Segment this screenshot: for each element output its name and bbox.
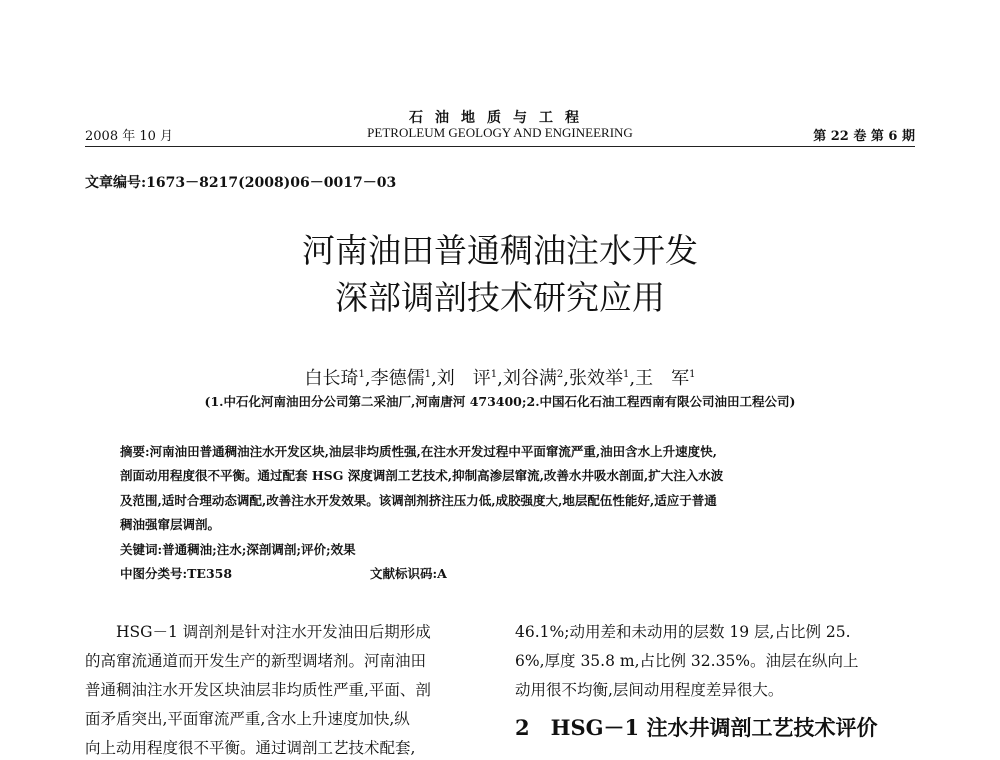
author-affil-mark: 1 [689,369,696,380]
body-line: 普通稠油注水开发区块油层非均质性严重,平面、剖 [85,681,431,699]
affiliations: (1.中石化河南油田分公司第二采油厂,河南唐河 473400;2.中国石化石油工程西南有限公司油田工程公司) [204,394,796,409]
author: 刘谷满 [502,368,557,389]
body-line: 46.1%;动用差和未动用的层数 19 层,占比例 25. [515,623,851,641]
abstract-line: 稠油强窜层调剖。 [120,517,221,532]
abstract-line: 剖面动用程度很不平衡。通过配套 HSG 深度调剖工艺技术,抑制高渗层窜流,改善水井吸水剖面,扩大注入水波 [120,468,724,483]
author-affil-mark: 1 [490,369,498,380]
author-affil-mark: 1 [622,369,630,380]
body-line: 向上动用程度很不平衡。通过调剖工艺技术配套, [85,739,416,757]
author: 张效举 [568,368,623,389]
abstract-line: 摘要:河南油田普通稠油注水开发区块,油层非均质性强,在注水开发过程中平面窜流严重,油田含水上升速度快, [120,444,718,459]
author: 王 军 [635,368,690,389]
journal-title-cn: 石油地质与工程 [409,110,591,126]
author-affil-mark: 1 [358,369,365,380]
body-line: 的高窜流通道而开发生产的新型调堵剂。河南油田 [85,652,427,670]
author: 李德儒 [370,368,425,389]
author-affil-mark: 1 [424,369,432,380]
paper-title-line-2: 深部调剖技术研究应用 [335,278,665,317]
volume-issue: 第 22 卷 第 6 期 [813,129,915,144]
issue-date: 2008 年 10 月 [85,129,174,144]
keywords: 关键词:普通稠油;注水;深剖调剖;评价;效果 [120,542,356,557]
body-line: 动用很不均衡,层间动用程度差异很大。 [515,681,784,699]
author: 刘 评 [436,368,491,389]
body-line: 6%,厚度 35.8 m,占比例 32.35%。油层在纵向上 [515,652,859,670]
body-line: 面矛盾突出,平面窜流严重,含水上升速度加快,纵 [85,710,410,728]
body-line: HSG－1 调剖剂是针对注水开发油田后期形成 [85,623,431,641]
header-rule [85,146,915,147]
author: 白长琦 [304,368,359,389]
journal-title-en: PETROLEUM GEOLOGY AND ENGINEERING [367,125,633,140]
document-code: 文献标识码:A [370,566,447,581]
abstract-line: 及范围,适时合理动态调配,改善注水开发效果。该调剖剂挤注压力低,成胶强度大,地层配伍性能好,适应于普通 [120,493,717,508]
article-number: 文章编号:1673－8217(2008)06－0017－03 [85,175,397,191]
paper-title-line-1: 河南油田普通稠油注水开发 [302,231,698,270]
section-heading: 2 HSG－1 注水井调剖工艺技术评价 [515,715,878,740]
author-affil-mark: 2 [556,369,564,380]
author-list: 白长琦$^1$,李德儒$^1$,刘 评$^1$,刘谷满$^2$,张效举$^1$,王 军$^1$ [304,368,696,389]
clc-number: 中图分类号:TE358 [120,566,233,581]
